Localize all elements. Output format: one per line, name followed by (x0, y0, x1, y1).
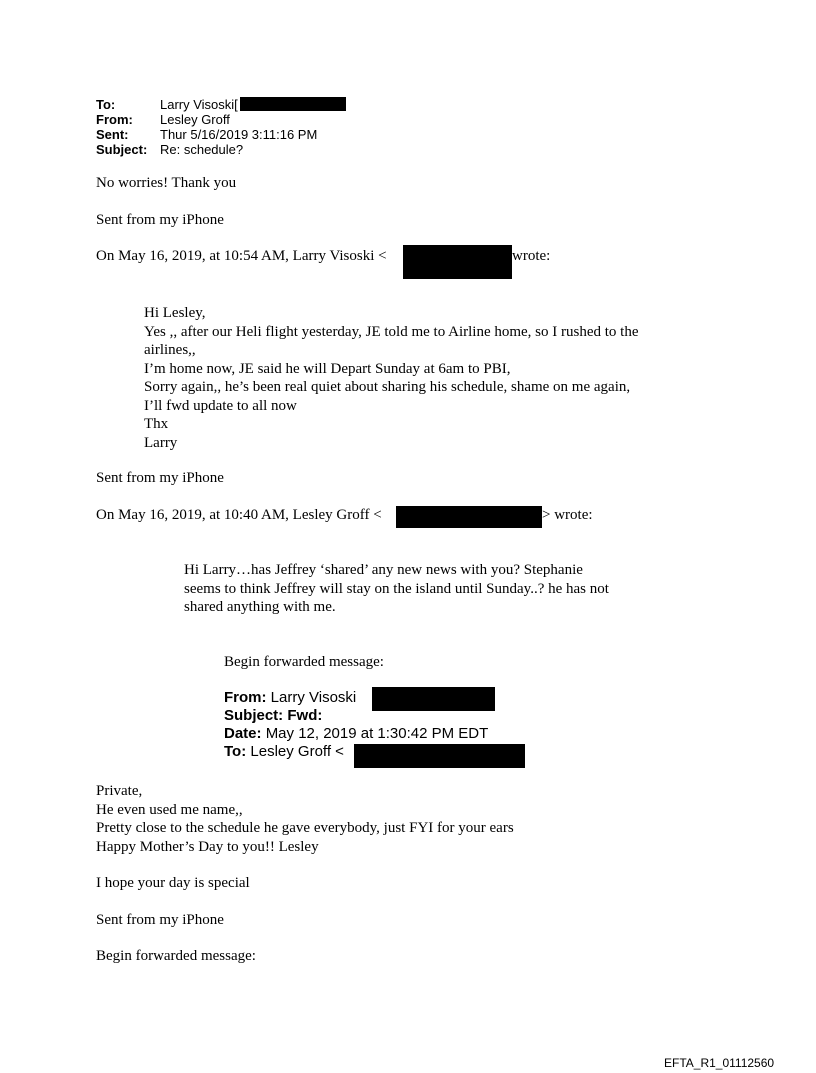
larry-signature: Sent from my iPhone (96, 470, 224, 486)
message-line: airlines,, (144, 342, 196, 358)
begin-forwarded-label: Begin forwarded message: (224, 654, 384, 670)
forwarded-body (96, 782, 514, 856)
message-line: Hi Lesley, (144, 305, 206, 321)
fwd-to-line: To: Lesley Groff < (224, 743, 344, 760)
quote-suffix: wrote: (512, 248, 551, 264)
message-line: seems to think Jeffrey will stay on the island until Sunday..? he has not (184, 580, 609, 597)
message-line: Yes ,, after our Heli flight yesterday, JE told me to Airline home, so I rushed to the (144, 323, 639, 340)
redaction-box (403, 245, 512, 279)
header-subject-value: Re: schedule? (160, 142, 244, 157)
lesley-message (184, 561, 609, 617)
redaction-box (354, 744, 525, 768)
header-from-label: From: (96, 112, 133, 127)
bates-number: EFTA_R1_01112560 (664, 1056, 775, 1070)
reply-text: No worries! Thank you (96, 175, 237, 191)
redaction-box (396, 506, 542, 528)
message-line: I’m home now, JE said he will Depart Sunday at 6am to PBI, (144, 360, 511, 377)
message-line: Private, (96, 783, 143, 799)
quote-prefix: On May 16, 2019, at 10:54 AM, Larry Visoski < (96, 248, 387, 264)
header-subject-label: Subject: (96, 142, 148, 157)
redaction-box (240, 97, 346, 111)
fwd-subject-line: Subject: Fwd: (224, 707, 323, 724)
header-to-value: Larry Visoski[ (160, 97, 238, 112)
fwd-date-line: Date: May 12, 2019 at 1:30:42 PM EDT (224, 725, 489, 742)
begin-forwarded-label-2: Begin forwarded message: (96, 948, 256, 964)
redaction-box (372, 687, 495, 711)
larry-message (144, 304, 639, 452)
header-from-value: Lesley Groff (160, 112, 230, 127)
reply-signature: Sent from my iPhone (96, 212, 224, 228)
message-line: Pretty close to the schedule he gave everybody, just FYI for your ears (96, 820, 514, 836)
message-line: Thx (144, 416, 169, 432)
message-line: Larry (144, 434, 178, 451)
message-line: Hi Larry…has Jeffrey ‘shared’ any new news with you? Stephanie (184, 562, 583, 578)
quote-suffix: > wrote: (542, 507, 593, 523)
header-to-label: To: (96, 97, 116, 112)
forwarded-signature: Sent from my iPhone (96, 912, 224, 928)
fwd-from-line: From: Larry Visoski (224, 689, 357, 706)
message-line: Sorry again,, he’s been real quiet about sharing his schedule, shame on me again, (144, 379, 631, 395)
message-line: shared anything with me. (184, 599, 336, 615)
special-day-line: I hope your day is special (96, 875, 250, 891)
quote-line-lesley: On May 16, 2019, at 10:40 AM, Lesley Groff < (96, 507, 382, 523)
header-sent-label: Sent: (96, 127, 129, 142)
message-line: Happy Mother’s Day to you!! Lesley (96, 838, 319, 855)
header-sent-value: Thur 5/16/2019 3:11:16 PM (160, 127, 318, 142)
quote-line-larry (96, 247, 387, 266)
message-line: He even used me name,, (96, 801, 243, 818)
message-line: I’ll fwd update to all now (144, 397, 297, 414)
